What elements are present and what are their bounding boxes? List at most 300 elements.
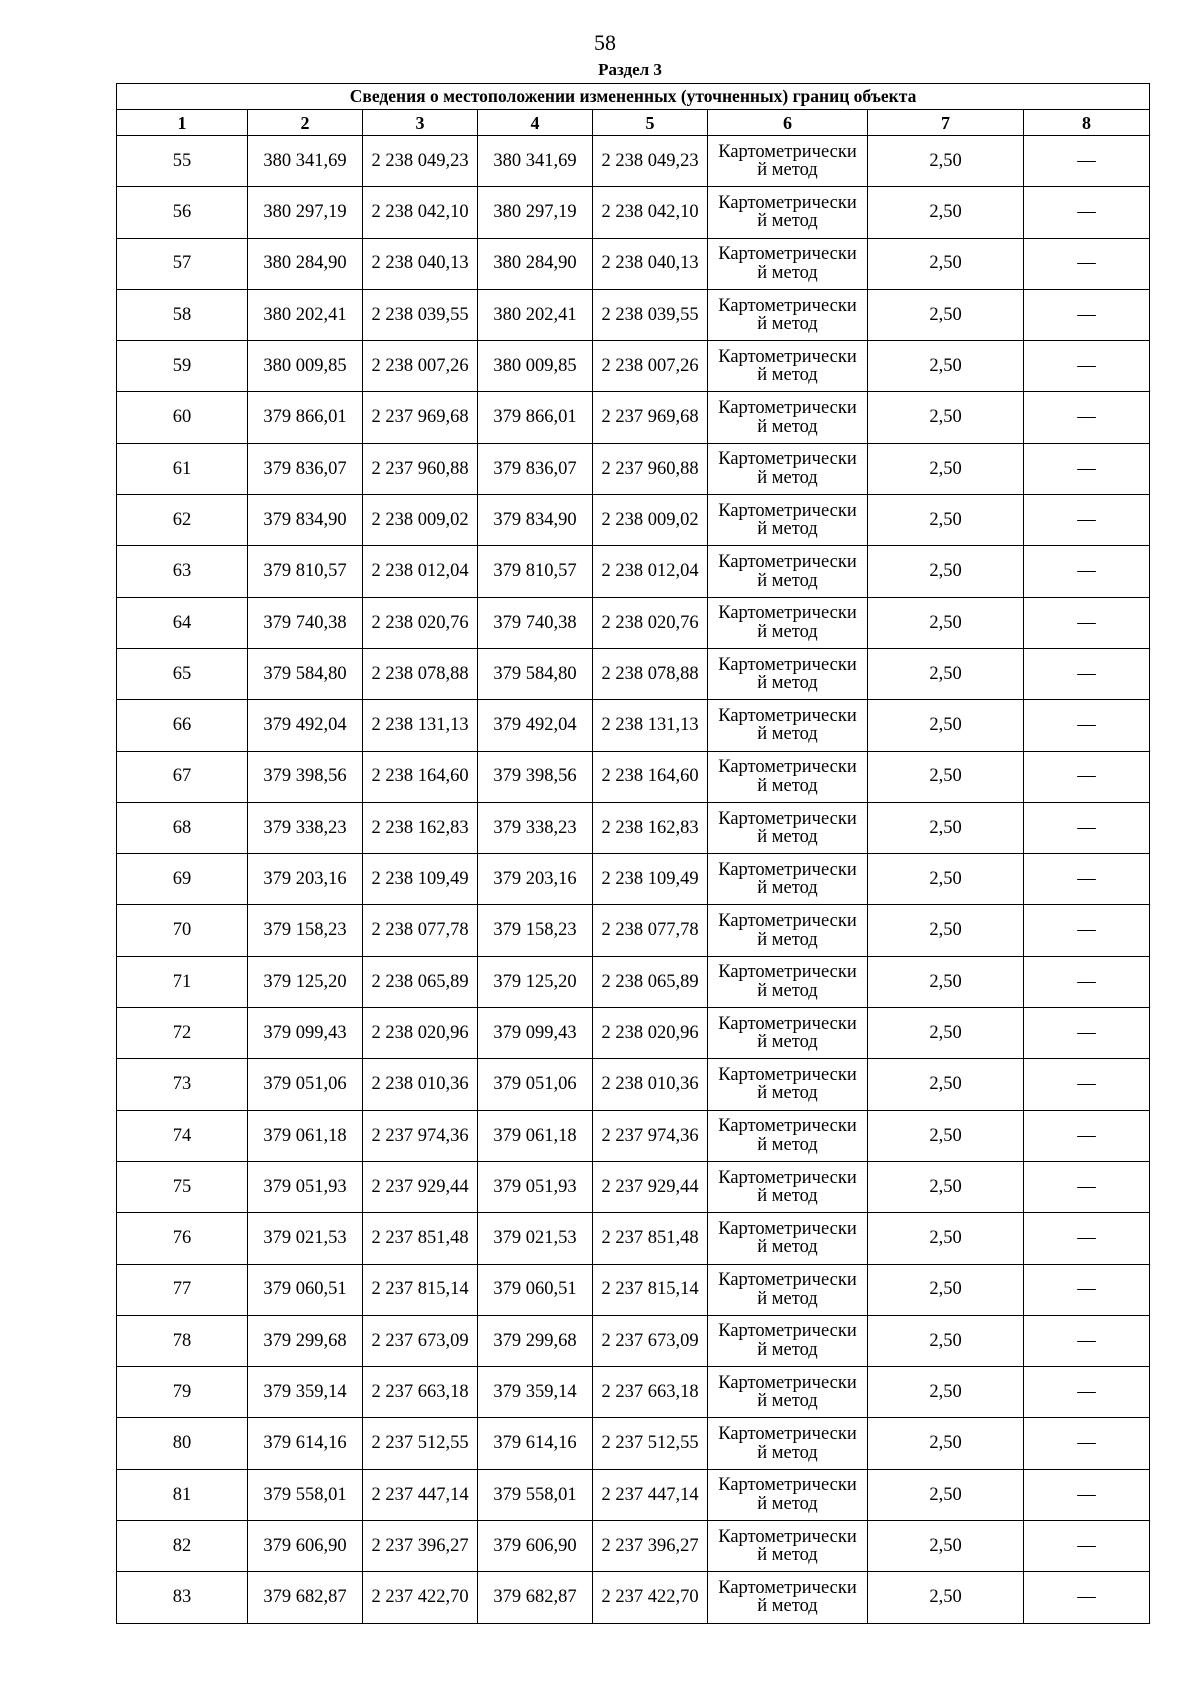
- existing-y-cell: 2 237 447,14: [363, 1469, 478, 1520]
- existing-y-cell: 2 237 969,68: [363, 392, 478, 443]
- note-cell: —: [1024, 1110, 1150, 1161]
- accuracy-cell: 2,50: [868, 1572, 1024, 1623]
- table-row: [117, 289, 1150, 340]
- accuracy-cell: 2,50: [868, 1315, 1024, 1366]
- table-row: [117, 648, 1150, 699]
- existing-x-cell: 379 125,20: [248, 956, 363, 1007]
- accuracy-cell: 2,50: [868, 187, 1024, 238]
- point-number-cell: 61: [117, 443, 248, 494]
- method-text-line: Картометрически: [718, 1013, 857, 1034]
- method-cell: [708, 1418, 868, 1469]
- refined-y-cell: 2 238 012,04: [593, 546, 708, 597]
- method-text-line: Картометрически: [718, 1064, 857, 1085]
- method-cell: [708, 341, 868, 392]
- table-row: [117, 443, 1150, 494]
- method-cell: [708, 1572, 868, 1623]
- refined-y-cell: 2 237 396,27: [593, 1521, 708, 1572]
- method-text-line: Картометрически: [718, 962, 857, 983]
- method-cell: [708, 648, 868, 699]
- existing-y-cell: 2 237 815,14: [363, 1264, 478, 1315]
- existing-y-cell: 2 237 422,70: [363, 1572, 478, 1623]
- method-cell: [708, 1315, 868, 1366]
- method-text-line: й метод: [757, 519, 818, 540]
- existing-y-cell: 2 238 012,04: [363, 546, 478, 597]
- accuracy-cell: 2,50: [868, 238, 1024, 289]
- table-row: [117, 1264, 1150, 1315]
- refined-y-cell: 2 237 851,48: [593, 1213, 708, 1264]
- method-text-line: й метод: [757, 1493, 818, 1514]
- accuracy-cell: 2,50: [868, 751, 1024, 802]
- existing-y-cell: 2 238 164,60: [363, 751, 478, 802]
- accuracy-cell: 2,50: [868, 648, 1024, 699]
- method-text-line: й метод: [757, 980, 818, 1001]
- note-cell: —: [1024, 1213, 1150, 1264]
- accuracy-cell: 2,50: [868, 802, 1024, 853]
- method-text-line: Картометрически: [718, 141, 857, 162]
- refined-x-cell: 379 051,06: [478, 1059, 593, 1110]
- method-text-line: Картометрически: [718, 859, 857, 880]
- method-cell: [708, 1110, 868, 1161]
- refined-x-cell: 380 009,85: [478, 341, 593, 392]
- existing-x-cell: 379 099,43: [248, 1008, 363, 1059]
- existing-y-cell: 2 237 663,18: [363, 1367, 478, 1418]
- point-number-cell: 60: [117, 392, 248, 443]
- point-number-cell: 78: [117, 1315, 248, 1366]
- refined-y-cell: 2 238 077,78: [593, 905, 708, 956]
- accuracy-cell: 2,50: [868, 1059, 1024, 1110]
- existing-x-cell: 379 060,51: [248, 1264, 363, 1315]
- existing-y-cell: 2 237 512,55: [363, 1418, 478, 1469]
- point-number-cell: 75: [117, 1161, 248, 1212]
- refined-y-cell: 2 237 815,14: [593, 1264, 708, 1315]
- refined-y-cell: 2 238 078,88: [593, 648, 708, 699]
- method-text-line: й метод: [757, 621, 818, 642]
- refined-y-cell: 2 238 020,76: [593, 597, 708, 648]
- method-text-line: й метод: [757, 929, 818, 950]
- refined-x-cell: 379 558,01: [478, 1469, 593, 1520]
- existing-x-cell: 379 051,93: [248, 1161, 363, 1212]
- note-cell: —: [1024, 1418, 1150, 1469]
- refined-y-cell: 2 237 929,44: [593, 1161, 708, 1212]
- point-number-cell: 67: [117, 751, 248, 802]
- point-number-cell: 59: [117, 341, 248, 392]
- table-row: [117, 1367, 1150, 1418]
- existing-x-cell: 379 740,38: [248, 597, 363, 648]
- refined-y-cell: 2 238 020,96: [593, 1008, 708, 1059]
- method-text-line: й метод: [757, 1288, 818, 1309]
- method-text-line: Картометрически: [718, 500, 857, 521]
- table-row: [117, 854, 1150, 905]
- note-cell: —: [1024, 597, 1150, 648]
- note-cell: —: [1024, 341, 1150, 392]
- existing-y-cell: 2 237 396,27: [363, 1521, 478, 1572]
- note-cell: —: [1024, 1469, 1150, 1520]
- existing-x-cell: 380 009,85: [248, 341, 363, 392]
- note-cell: —: [1024, 1521, 1150, 1572]
- column-number: 6: [708, 110, 868, 136]
- refined-x-cell: 379 682,87: [478, 1572, 593, 1623]
- existing-y-cell: 2 237 851,48: [363, 1213, 478, 1264]
- accuracy-cell: 2,50: [868, 289, 1024, 340]
- page-number: 58: [594, 30, 616, 55]
- column-number: 3: [363, 110, 478, 136]
- existing-x-cell: 379 584,80: [248, 648, 363, 699]
- point-number-cell: 83: [117, 1572, 248, 1623]
- note-cell: —: [1024, 905, 1150, 956]
- existing-x-cell: 380 341,69: [248, 136, 363, 187]
- method-text-line: Картометрически: [718, 1321, 857, 1342]
- method-text-line: й метод: [757, 1032, 818, 1053]
- note-cell: —: [1024, 751, 1150, 802]
- existing-y-cell: 2 238 007,26: [363, 341, 478, 392]
- refined-x-cell: 380 284,90: [478, 238, 593, 289]
- refined-x-cell: 379 398,56: [478, 751, 593, 802]
- table-row: [117, 1161, 1150, 1212]
- refined-y-cell: 2 238 010,36: [593, 1059, 708, 1110]
- point-number-cell: 70: [117, 905, 248, 956]
- refined-x-cell: 379 338,23: [478, 802, 593, 853]
- method-cell: [708, 1264, 868, 1315]
- method-text-line: й метод: [757, 314, 818, 335]
- method-cell: [708, 1367, 868, 1418]
- refined-y-cell: 2 238 162,83: [593, 802, 708, 853]
- existing-y-cell: 2 238 049,23: [363, 136, 478, 187]
- refined-x-cell: 379 614,16: [478, 1418, 593, 1469]
- existing-y-cell: 2 238 039,55: [363, 289, 478, 340]
- existing-y-cell: 2 238 077,78: [363, 905, 478, 956]
- refined-x-cell: 380 297,19: [478, 187, 593, 238]
- method-text-line: Картометрически: [718, 398, 857, 419]
- accuracy-cell: 2,50: [868, 597, 1024, 648]
- accuracy-cell: 2,50: [868, 136, 1024, 187]
- method-text-line: Картометрически: [718, 346, 857, 367]
- existing-x-cell: 379 158,23: [248, 905, 363, 956]
- method-text-line: Картометрически: [718, 1218, 857, 1239]
- note-cell: —: [1024, 238, 1150, 289]
- point-number-cell: 65: [117, 648, 248, 699]
- existing-y-cell: 2 238 020,76: [363, 597, 478, 648]
- refined-x-cell: 379 584,80: [478, 648, 593, 699]
- existing-y-cell: 2 238 040,13: [363, 238, 478, 289]
- table-row: [117, 392, 1150, 443]
- column-number-row: [117, 110, 1150, 136]
- note-cell: —: [1024, 546, 1150, 597]
- method-cell: [708, 700, 868, 751]
- refined-y-cell: 2 237 960,88: [593, 443, 708, 494]
- method-text-line: Картометрически: [718, 295, 857, 316]
- table-body: [117, 136, 1150, 1624]
- refined-x-cell: 379 299,68: [478, 1315, 593, 1366]
- accuracy-cell: 2,50: [868, 1264, 1024, 1315]
- point-number-cell: 66: [117, 700, 248, 751]
- method-cell: [708, 1008, 868, 1059]
- refined-x-cell: 379 158,23: [478, 905, 593, 956]
- method-text-line: й метод: [757, 211, 818, 232]
- refined-y-cell: 2 237 422,70: [593, 1572, 708, 1623]
- note-cell: —: [1024, 289, 1150, 340]
- table-row: [117, 1521, 1150, 1572]
- refined-y-cell: 2 237 974,36: [593, 1110, 708, 1161]
- existing-x-cell: 379 061,18: [248, 1110, 363, 1161]
- refined-x-cell: 379 810,57: [478, 546, 593, 597]
- table-caption: Сведения о местоположении измененных (уточненных) границ объекта: [117, 84, 1150, 110]
- table-row: [117, 700, 1150, 751]
- accuracy-cell: 2,50: [868, 1418, 1024, 1469]
- existing-y-cell: 2 238 042,10: [363, 187, 478, 238]
- method-cell: [708, 392, 868, 443]
- refined-x-cell: 379 051,93: [478, 1161, 593, 1212]
- point-number-cell: 73: [117, 1059, 248, 1110]
- method-cell: [708, 1521, 868, 1572]
- column-number: 8: [1024, 110, 1150, 136]
- method-cell: [708, 1059, 868, 1110]
- existing-y-cell: 2 238 009,02: [363, 495, 478, 546]
- existing-x-cell: 379 866,01: [248, 392, 363, 443]
- point-number-cell: 77: [117, 1264, 248, 1315]
- point-number-cell: 56: [117, 187, 248, 238]
- method-cell: [708, 495, 868, 546]
- column-number: 2: [248, 110, 363, 136]
- method-text-line: й метод: [757, 1083, 818, 1104]
- method-text-line: й метод: [757, 1545, 818, 1566]
- table-row: [117, 1213, 1150, 1264]
- table-row: [117, 1059, 1150, 1110]
- refined-x-cell: 380 341,69: [478, 136, 593, 187]
- accuracy-cell: 2,50: [868, 1367, 1024, 1418]
- refined-y-cell: 2 238 040,13: [593, 238, 708, 289]
- refined-x-cell: 379 021,53: [478, 1213, 593, 1264]
- method-text-line: Картометрически: [718, 705, 857, 726]
- existing-x-cell: 380 297,19: [248, 187, 363, 238]
- method-text-line: Картометрически: [718, 808, 857, 829]
- method-text-line: й метод: [757, 467, 818, 488]
- table-caption-row: [117, 84, 1150, 110]
- point-number-cell: 76: [117, 1213, 248, 1264]
- existing-x-cell: 379 338,23: [248, 802, 363, 853]
- accuracy-cell: 2,50: [868, 1521, 1024, 1572]
- note-cell: —: [1024, 1572, 1150, 1623]
- refined-y-cell: 2 238 164,60: [593, 751, 708, 802]
- method-text-line: й метод: [757, 1442, 818, 1463]
- existing-y-cell: 2 238 109,49: [363, 854, 478, 905]
- accuracy-cell: 2,50: [868, 1110, 1024, 1161]
- table-row: [117, 1315, 1150, 1366]
- table-row: [117, 597, 1150, 648]
- accuracy-cell: 2,50: [868, 1213, 1024, 1264]
- method-text-line: й метод: [757, 416, 818, 437]
- existing-y-cell: 2 238 078,88: [363, 648, 478, 699]
- existing-x-cell: 379 614,16: [248, 1418, 363, 1469]
- refined-y-cell: 2 238 042,10: [593, 187, 708, 238]
- refined-y-cell: 2 237 447,14: [593, 1469, 708, 1520]
- refined-y-cell: 2 238 131,13: [593, 700, 708, 751]
- accuracy-cell: 2,50: [868, 1469, 1024, 1520]
- method-cell: [708, 1161, 868, 1212]
- method-text-line: Картометрически: [718, 1577, 857, 1598]
- existing-y-cell: 2 238 162,83: [363, 802, 478, 853]
- refined-x-cell: 379 834,90: [478, 495, 593, 546]
- note-cell: —: [1024, 1059, 1150, 1110]
- table-row: [117, 1110, 1150, 1161]
- refined-y-cell: 2 238 049,23: [593, 136, 708, 187]
- method-cell: [708, 1213, 868, 1264]
- point-number-cell: 68: [117, 802, 248, 853]
- method-text-line: й метод: [757, 1596, 818, 1617]
- method-text-line: Картометрически: [718, 449, 857, 470]
- point-number-cell: 57: [117, 238, 248, 289]
- column-number: 4: [478, 110, 593, 136]
- method-text-line: Картометрически: [718, 1475, 857, 1496]
- method-text-line: й метод: [757, 160, 818, 181]
- refined-y-cell: 2 238 039,55: [593, 289, 708, 340]
- method-cell: [708, 136, 868, 187]
- method-text-line: й метод: [757, 1134, 818, 1155]
- table-row: [117, 905, 1150, 956]
- table-row: [117, 341, 1150, 392]
- table-row: [117, 802, 1150, 853]
- table-row: [117, 1572, 1150, 1623]
- note-cell: —: [1024, 1264, 1150, 1315]
- existing-x-cell: 379 836,07: [248, 443, 363, 494]
- existing-x-cell: 380 284,90: [248, 238, 363, 289]
- method-text-line: й метод: [757, 1237, 818, 1258]
- point-number-cell: 55: [117, 136, 248, 187]
- existing-y-cell: 2 237 929,44: [363, 1161, 478, 1212]
- method-text-line: Картометрически: [718, 1167, 857, 1188]
- existing-y-cell: 2 237 673,09: [363, 1315, 478, 1366]
- table-row: [117, 1469, 1150, 1520]
- refined-y-cell: 2 238 109,49: [593, 854, 708, 905]
- note-cell: —: [1024, 956, 1150, 1007]
- refined-y-cell: 2 238 007,26: [593, 341, 708, 392]
- note-cell: —: [1024, 1315, 1150, 1366]
- method-text-line: Картометрически: [718, 911, 857, 932]
- method-cell: [708, 187, 868, 238]
- accuracy-cell: 2,50: [868, 495, 1024, 546]
- existing-y-cell: 2 238 010,36: [363, 1059, 478, 1110]
- method-cell: [708, 751, 868, 802]
- column-number: 1: [117, 110, 248, 136]
- note-cell: —: [1024, 854, 1150, 905]
- method-cell: [708, 597, 868, 648]
- refined-y-cell: 2 238 009,02: [593, 495, 708, 546]
- note-cell: —: [1024, 495, 1150, 546]
- accuracy-cell: 2,50: [868, 392, 1024, 443]
- accuracy-cell: 2,50: [868, 905, 1024, 956]
- method-text-line: й метод: [757, 262, 818, 283]
- accuracy-cell: 2,50: [868, 854, 1024, 905]
- existing-x-cell: 379 299,68: [248, 1315, 363, 1366]
- table-row: [117, 1418, 1150, 1469]
- note-cell: —: [1024, 648, 1150, 699]
- note-cell: —: [1024, 392, 1150, 443]
- refined-x-cell: 379 203,16: [478, 854, 593, 905]
- existing-y-cell: 2 237 960,88: [363, 443, 478, 494]
- point-number-cell: 63: [117, 546, 248, 597]
- refined-x-cell: 379 492,04: [478, 700, 593, 751]
- point-number-cell: 79: [117, 1367, 248, 1418]
- method-text-line: й метод: [757, 1186, 818, 1207]
- refined-y-cell: 2 237 673,09: [593, 1315, 708, 1366]
- method-text-line: Картометрически: [718, 757, 857, 778]
- point-number-cell: 74: [117, 1110, 248, 1161]
- note-cell: —: [1024, 1161, 1150, 1212]
- method-cell: [708, 802, 868, 853]
- accuracy-cell: 2,50: [868, 956, 1024, 1007]
- method-cell: [708, 854, 868, 905]
- note-cell: —: [1024, 802, 1150, 853]
- existing-x-cell: 379 398,56: [248, 751, 363, 802]
- existing-x-cell: 379 021,53: [248, 1213, 363, 1264]
- note-cell: —: [1024, 136, 1150, 187]
- method-text-line: Картометрически: [718, 192, 857, 213]
- method-cell: [708, 956, 868, 1007]
- table-row: [117, 495, 1150, 546]
- existing-x-cell: 379 606,90: [248, 1521, 363, 1572]
- method-text-line: Картометрически: [718, 1270, 857, 1291]
- existing-x-cell: 379 051,06: [248, 1059, 363, 1110]
- section-title: Раздел 3: [598, 60, 662, 79]
- refined-x-cell: 380 202,41: [478, 289, 593, 340]
- method-cell: [708, 238, 868, 289]
- method-text-line: й метод: [757, 775, 818, 796]
- method-text-line: й метод: [757, 724, 818, 745]
- accuracy-cell: 2,50: [868, 700, 1024, 751]
- accuracy-cell: 2,50: [868, 341, 1024, 392]
- point-number-cell: 81: [117, 1469, 248, 1520]
- point-number-cell: 80: [117, 1418, 248, 1469]
- method-text-line: Картометрически: [718, 654, 857, 675]
- existing-y-cell: 2 238 020,96: [363, 1008, 478, 1059]
- table-row: [117, 1008, 1150, 1059]
- accuracy-cell: 2,50: [868, 1161, 1024, 1212]
- method-text-line: Картометрически: [718, 603, 857, 624]
- table-row: [117, 187, 1150, 238]
- note-cell: —: [1024, 700, 1150, 751]
- existing-x-cell: 379 810,57: [248, 546, 363, 597]
- method-cell: [708, 443, 868, 494]
- table-row: [117, 238, 1150, 289]
- existing-x-cell: 379 834,90: [248, 495, 363, 546]
- refined-y-cell: 2 237 663,18: [593, 1367, 708, 1418]
- method-text-line: Картометрически: [718, 1116, 857, 1137]
- point-number-cell: 58: [117, 289, 248, 340]
- method-text-line: й метод: [757, 365, 818, 386]
- existing-y-cell: 2 238 131,13: [363, 700, 478, 751]
- method-text-line: й метод: [757, 1339, 818, 1360]
- point-number-cell: 82: [117, 1521, 248, 1572]
- column-number: 5: [593, 110, 708, 136]
- existing-y-cell: 2 237 974,36: [363, 1110, 478, 1161]
- table-row: [117, 546, 1150, 597]
- refined-x-cell: 379 606,90: [478, 1521, 593, 1572]
- refined-x-cell: 379 740,38: [478, 597, 593, 648]
- point-number-cell: 62: [117, 495, 248, 546]
- existing-x-cell: 379 682,87: [248, 1572, 363, 1623]
- refined-x-cell: 379 125,20: [478, 956, 593, 1007]
- method-text-line: й метод: [757, 673, 818, 694]
- existing-y-cell: 2 238 065,89: [363, 956, 478, 1007]
- boundary-coordinates-table: [116, 83, 1150, 1624]
- point-number-cell: 72: [117, 1008, 248, 1059]
- existing-x-cell: 379 203,16: [248, 854, 363, 905]
- note-cell: —: [1024, 443, 1150, 494]
- method-cell: [708, 546, 868, 597]
- method-text-line: Картометрически: [718, 552, 857, 573]
- method-text-line: Картометрически: [718, 1424, 857, 1445]
- method-cell: [708, 1469, 868, 1520]
- accuracy-cell: 2,50: [868, 1008, 1024, 1059]
